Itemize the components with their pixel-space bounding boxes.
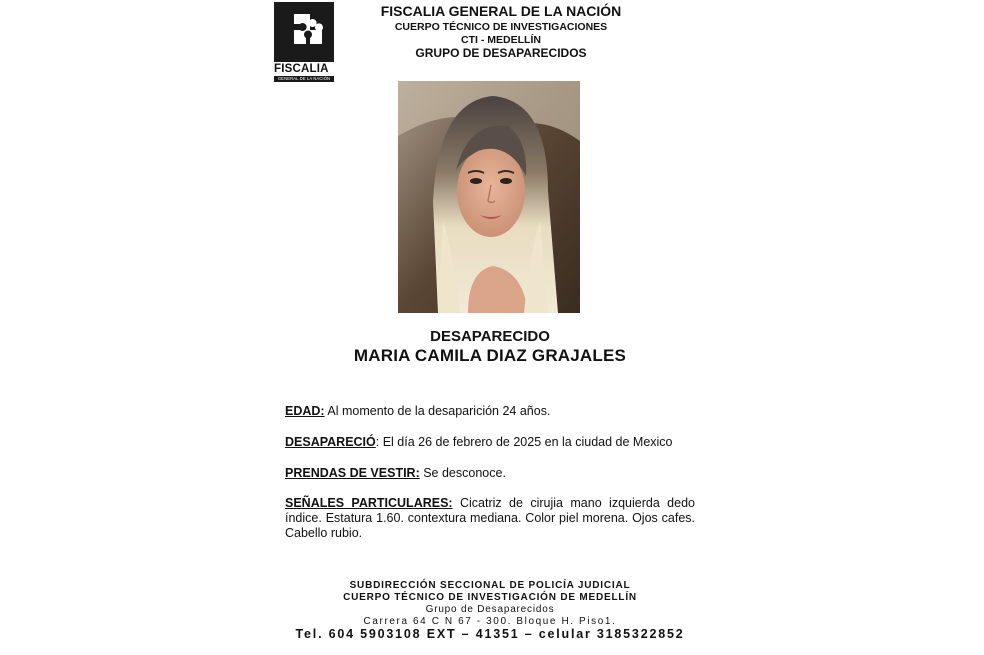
- logo-wordmark: FISCALIA: [274, 63, 329, 75]
- footer-phone: Tel. 604 5903108 EXT – 41351 – celular 3185322852: [295, 627, 685, 641]
- age-value: Al momento de la desaparición 24 años.: [324, 404, 551, 418]
- marks-value: Cicatriz de cirujia mano izquierda dedo índice. Estatura 1.60. contextura mediana. Color piel morena. Ojos cafes. Cabello rubio.: [285, 496, 695, 540]
- clothing-label: PRENDAS DE VESTIR:: [285, 466, 420, 480]
- age-row: [285, 404, 695, 419]
- footer-group: Grupo de Desaparecidos: [425, 604, 555, 615]
- disappeared-row: [285, 435, 695, 450]
- marks-label: SEÑALES PARTICULARES:: [285, 496, 453, 510]
- disappeared-label: DESAPARECIÓ: [285, 435, 376, 449]
- header-group: GRUPO DE DESAPARECIDOS: [415, 46, 587, 60]
- status-heading: DESAPARECIDO: [430, 328, 550, 345]
- header-institution: FISCALIA GENERAL DE LA NACIÓN: [380, 3, 622, 19]
- fiscalia-logo: [274, 2, 334, 86]
- disappeared-value: : El día 26 de febrero de 2025 en la ciudad de Mexico: [375, 435, 673, 449]
- footer-address: Carrera 64 C N 67 - 300. Bloque H. Piso1.: [363, 616, 617, 627]
- header-city: CTI - MEDELLÍN: [461, 34, 541, 46]
- footer-cti: CUERPO TÉCNICO DE INVESTIGACIÓN DE MEDELLÍN: [343, 592, 637, 603]
- missing-person-name: MARIA CAMILA DIAZ GRAJALES: [353, 346, 627, 365]
- footer-subdirection: SUBDIRECCIÓN SECCIONAL DE POLICÍA JUDICIAL: [349, 580, 631, 591]
- portrait-photo: [398, 81, 580, 313]
- clothing-row: [285, 466, 695, 481]
- puzzle-piece-icon: [274, 2, 334, 62]
- marks-row: [285, 496, 695, 541]
- age-label: EDAD:: [285, 404, 325, 418]
- header-department: CUERPO TÉCNICO DE INVESTIGACIONES: [394, 21, 608, 33]
- logo-subtitle: GENERAL DE LA NACIÓN: [274, 76, 334, 82]
- clothing-value: Se desconoce.: [419, 466, 506, 480]
